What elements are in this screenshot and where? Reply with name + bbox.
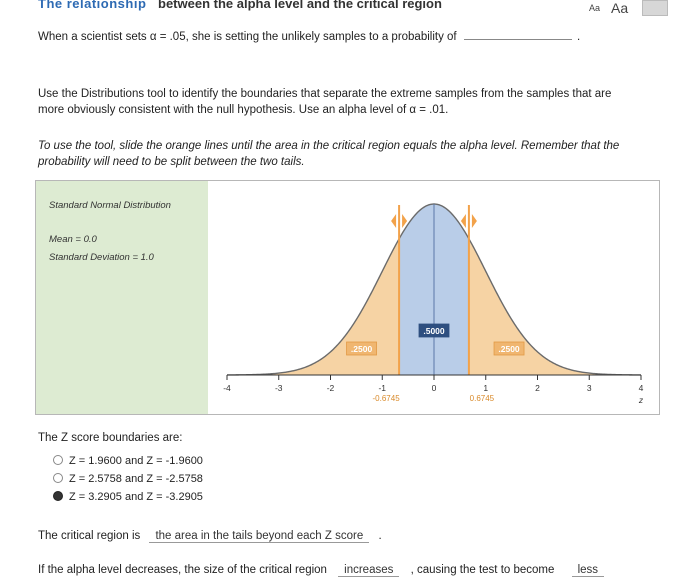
question-1-blank[interactable] [464,39,572,40]
boundary-handle-right-arrow [472,214,477,228]
section-title-cut: The relationship [38,0,147,11]
question-4-middle: , causing the test to become [410,564,555,576]
center-area-label: .5000 [423,326,445,336]
right-area-label: .2500 [498,344,520,354]
boundary-handle-left-arrow [391,214,396,228]
distribution-chart [36,181,659,414]
tool-sd: Standard Deviation = 1.0 [49,252,154,263]
question-2-prompt: The Z score boundaries are: [38,432,183,444]
font-size-large-button[interactable]: Aa [611,0,629,16]
radio-button[interactable] [53,473,63,483]
instructions-line-1: Use the Distributions tool to identify the boundaries that separate the extreme samples from the samples that are [38,88,612,100]
option-3-label: Z = 3.2905 and Z = -3.2905 [69,491,203,503]
tool-title: Standard Normal Distribution [49,200,171,211]
font-size-small-button[interactable]: Aa [589,3,601,13]
x-tick-label: 0 [431,383,437,393]
x-tick-label: 3 [586,383,592,393]
x-tick-label: -4 [223,383,231,393]
right-boundary-value: 0.6745 [469,394,495,403]
question-4 [38,562,604,578]
option-1[interactable] [53,455,203,467]
option-3[interactable] [53,491,203,503]
instructions-italic-2: probability will need to be split between the two tails. [38,156,305,168]
instructions-italic-1: To use the tool, slide the orange lines until the area in the critical region equals the alpha level. Remember that the [38,140,620,152]
question-1-text: When a scientist sets α = .05, she is setting the unlikely samples to a probability of [38,31,457,43]
question-3-prefix: The critical region is [38,530,141,542]
question-3-suffix: . [378,530,382,542]
radio-button-selected[interactable] [53,491,63,501]
option-2-label: Z = 2.5758 and Z = -2.5758 [69,473,203,485]
x-tick-label: -3 [274,383,283,393]
question-3-dropdown[interactable]: the area in the tails beyond each Z score [149,530,369,543]
question-1-period: . [577,31,581,43]
option-2[interactable] [53,473,203,485]
print-icon[interactable] [642,0,668,16]
axis-label: z [638,395,644,405]
distributions-tool [35,180,660,415]
radio-button[interactable] [53,455,63,465]
question-3 [38,528,382,544]
section-title: between the alpha level and the critical region [158,0,442,11]
question-4-prefix: If the alpha level decreases, the size of the critical region [38,564,327,576]
option-1-label: Z = 1.9600 and Z = -1.9600 [69,455,203,467]
x-tick-label: 4 [638,383,644,393]
left-boundary-value: -0.6745 [372,394,400,403]
question-4-dropdown-1[interactable]: increases [338,564,399,577]
question-1 [38,29,580,45]
question-4-dropdown-2[interactable]: less [572,564,604,577]
tool-mean: Mean = 0.0 [49,234,97,245]
x-tick-label: -2 [326,383,335,393]
left-area-label: .2500 [350,344,373,354]
instructions-line-2: more obviously consistent with the null hypothesis. Use an alpha level of α = .01. [38,104,449,116]
x-tick-label: 1 [483,383,489,393]
x-tick-label: 2 [535,383,540,393]
x-tick-label: -1 [378,383,387,393]
